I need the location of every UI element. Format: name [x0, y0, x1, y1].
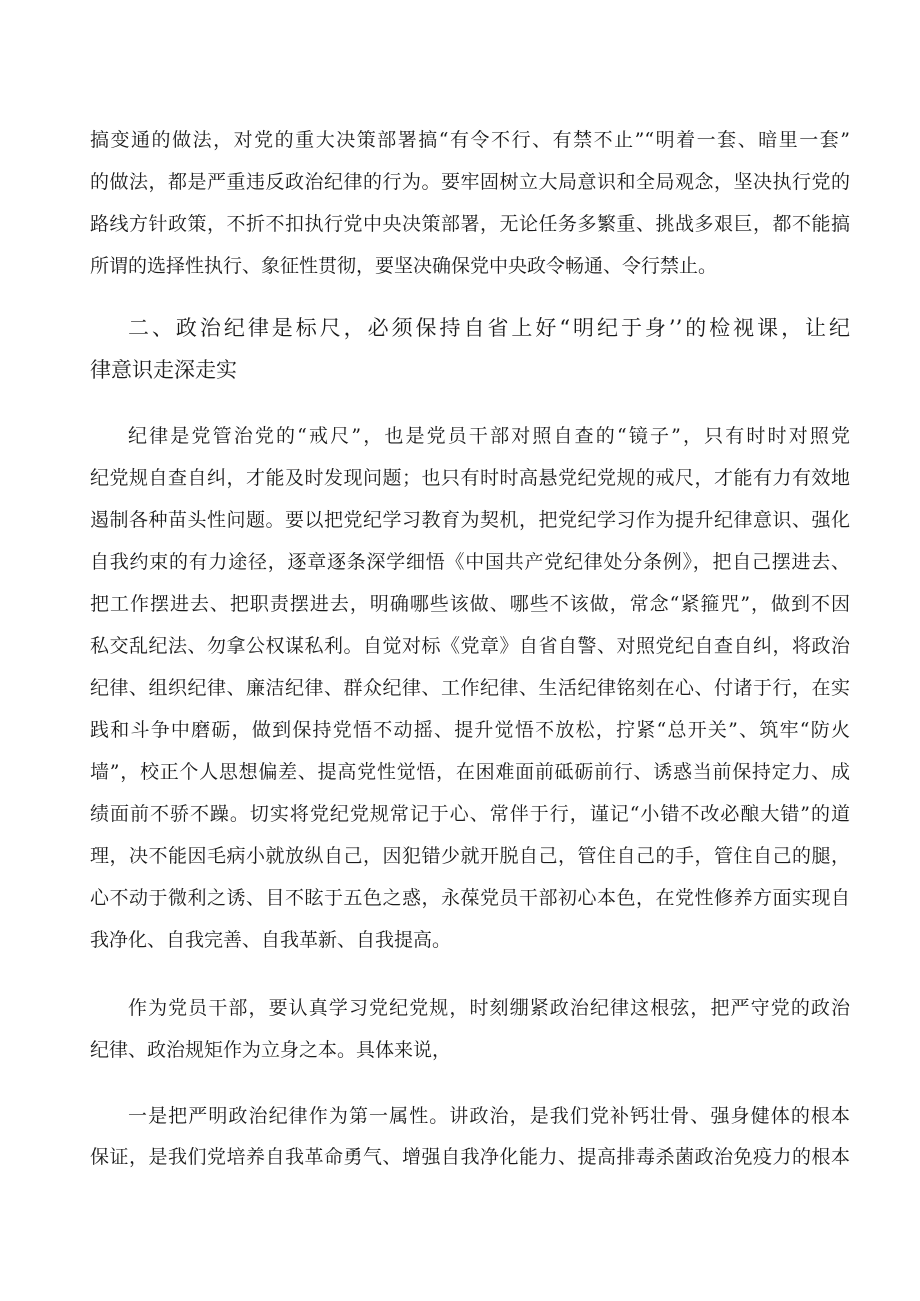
- paragraph-line: 纪党规自查自纠，才能及时发现问题；也只有时时高悬党纪党规的戒尺，才能有力有效地: [90, 467, 850, 489]
- section-heading-line: 二、政治纪律是标尺，必须保持自省上好“明纪于身’’的检视课，让纪: [128, 316, 850, 340]
- paragraph-line: 墙”，校正个人思想偏差、提高党性觉悟，在困难面前砥砺前行、诱惑当前保持定力、成: [90, 761, 850, 783]
- paragraph-line: 作为党员干部，要认真学习党纪党规，时刻绷紧政治纪律这根弦，把严守党的政治: [128, 997, 850, 1019]
- paragraph-line: 纪律、组织纪律、廉洁纪律、群众纪律、工作纪律、生活纪律铭刻在心、付诸于行，在实: [90, 677, 850, 699]
- paragraph-line: 一是把严明政治纪律作为第一属性。讲政治，是我们党补钙壮骨、强身健体的根本: [128, 1105, 850, 1127]
- paragraph-line: 自我约束的有力途径，逐章逐条深学细悟《中国共产党纪律处分条例》，把自己摆进去、: [90, 551, 850, 573]
- paragraph-line: 纪律是党管治党的“戒尺”，也是党员干部对照自查的“镜子”，只有时时对照党: [128, 425, 850, 447]
- paragraph-line: 私交乱纪法、勿拿公权谋私利。自觉对标《党章》自省自警、对照党纪自查自纠，将政治: [90, 635, 850, 657]
- paragraph-line: 我净化、自我完善、自我革新、自我提高。: [90, 929, 452, 951]
- paragraph-line: 搞变通的做法，对党的重大决策部署搞“有令不行、有禁不止”“明着一套、暗里一套”: [90, 129, 850, 151]
- paragraph-line: 保证，是我们党培养自我革命勇气、增强自我净化能力、提高排毒杀菌政治免疫力的根本: [90, 1146, 850, 1168]
- paragraph-line: 把工作摆进去、把职责摆进去，明确哪些该做、哪些不该做，常念“紧箍咒”，做到不因: [90, 593, 850, 615]
- paragraph-line: 的做法，都是严重违反政治纪律的行为。要牢固树立大局意识和全局观念，坚决执行党的: [90, 171, 850, 193]
- paragraph-line: 纪律、政治规矩作为立身之本。具体来说，: [90, 1039, 452, 1061]
- paragraph-line: 心不动于微利之诱、目不眩于五色之惑，永葆党员干部初心本色，在党性修养方面实现自: [90, 887, 850, 909]
- paragraph-line: 所谓的选择性执行、象征性贯彻，要坚决确保党中央政令畅通、令行禁止。: [90, 255, 718, 277]
- paragraph-line: 践和斗争中磨砺，做到保持党悟不动摇、提升觉悟不放松，拧紧“总开关”、筑牢“防火: [90, 719, 850, 741]
- paragraph-line: 路线方针政策，不折不扣执行党中央决策部署，无论任务多繁重、挑战多艰巨，都不能搞: [90, 213, 850, 235]
- paragraph-line: 理，决不能因毛病小就放纵自己，因犯错少就开脱自己，管住自己的手，管住自己的腿，: [90, 845, 850, 867]
- paragraph-line: 绩面前不骄不躁。切实将党纪党规常记于心、常伴于行，谨记“小错不改必酿大错”的道: [90, 803, 850, 825]
- paragraph-line: 遏制各种苗头性问题。要以把党纪学习教育为契机，把党纪学习作为提升纪律意识、强化: [90, 509, 850, 531]
- section-heading-line: 律意识走深走实: [90, 358, 237, 382]
